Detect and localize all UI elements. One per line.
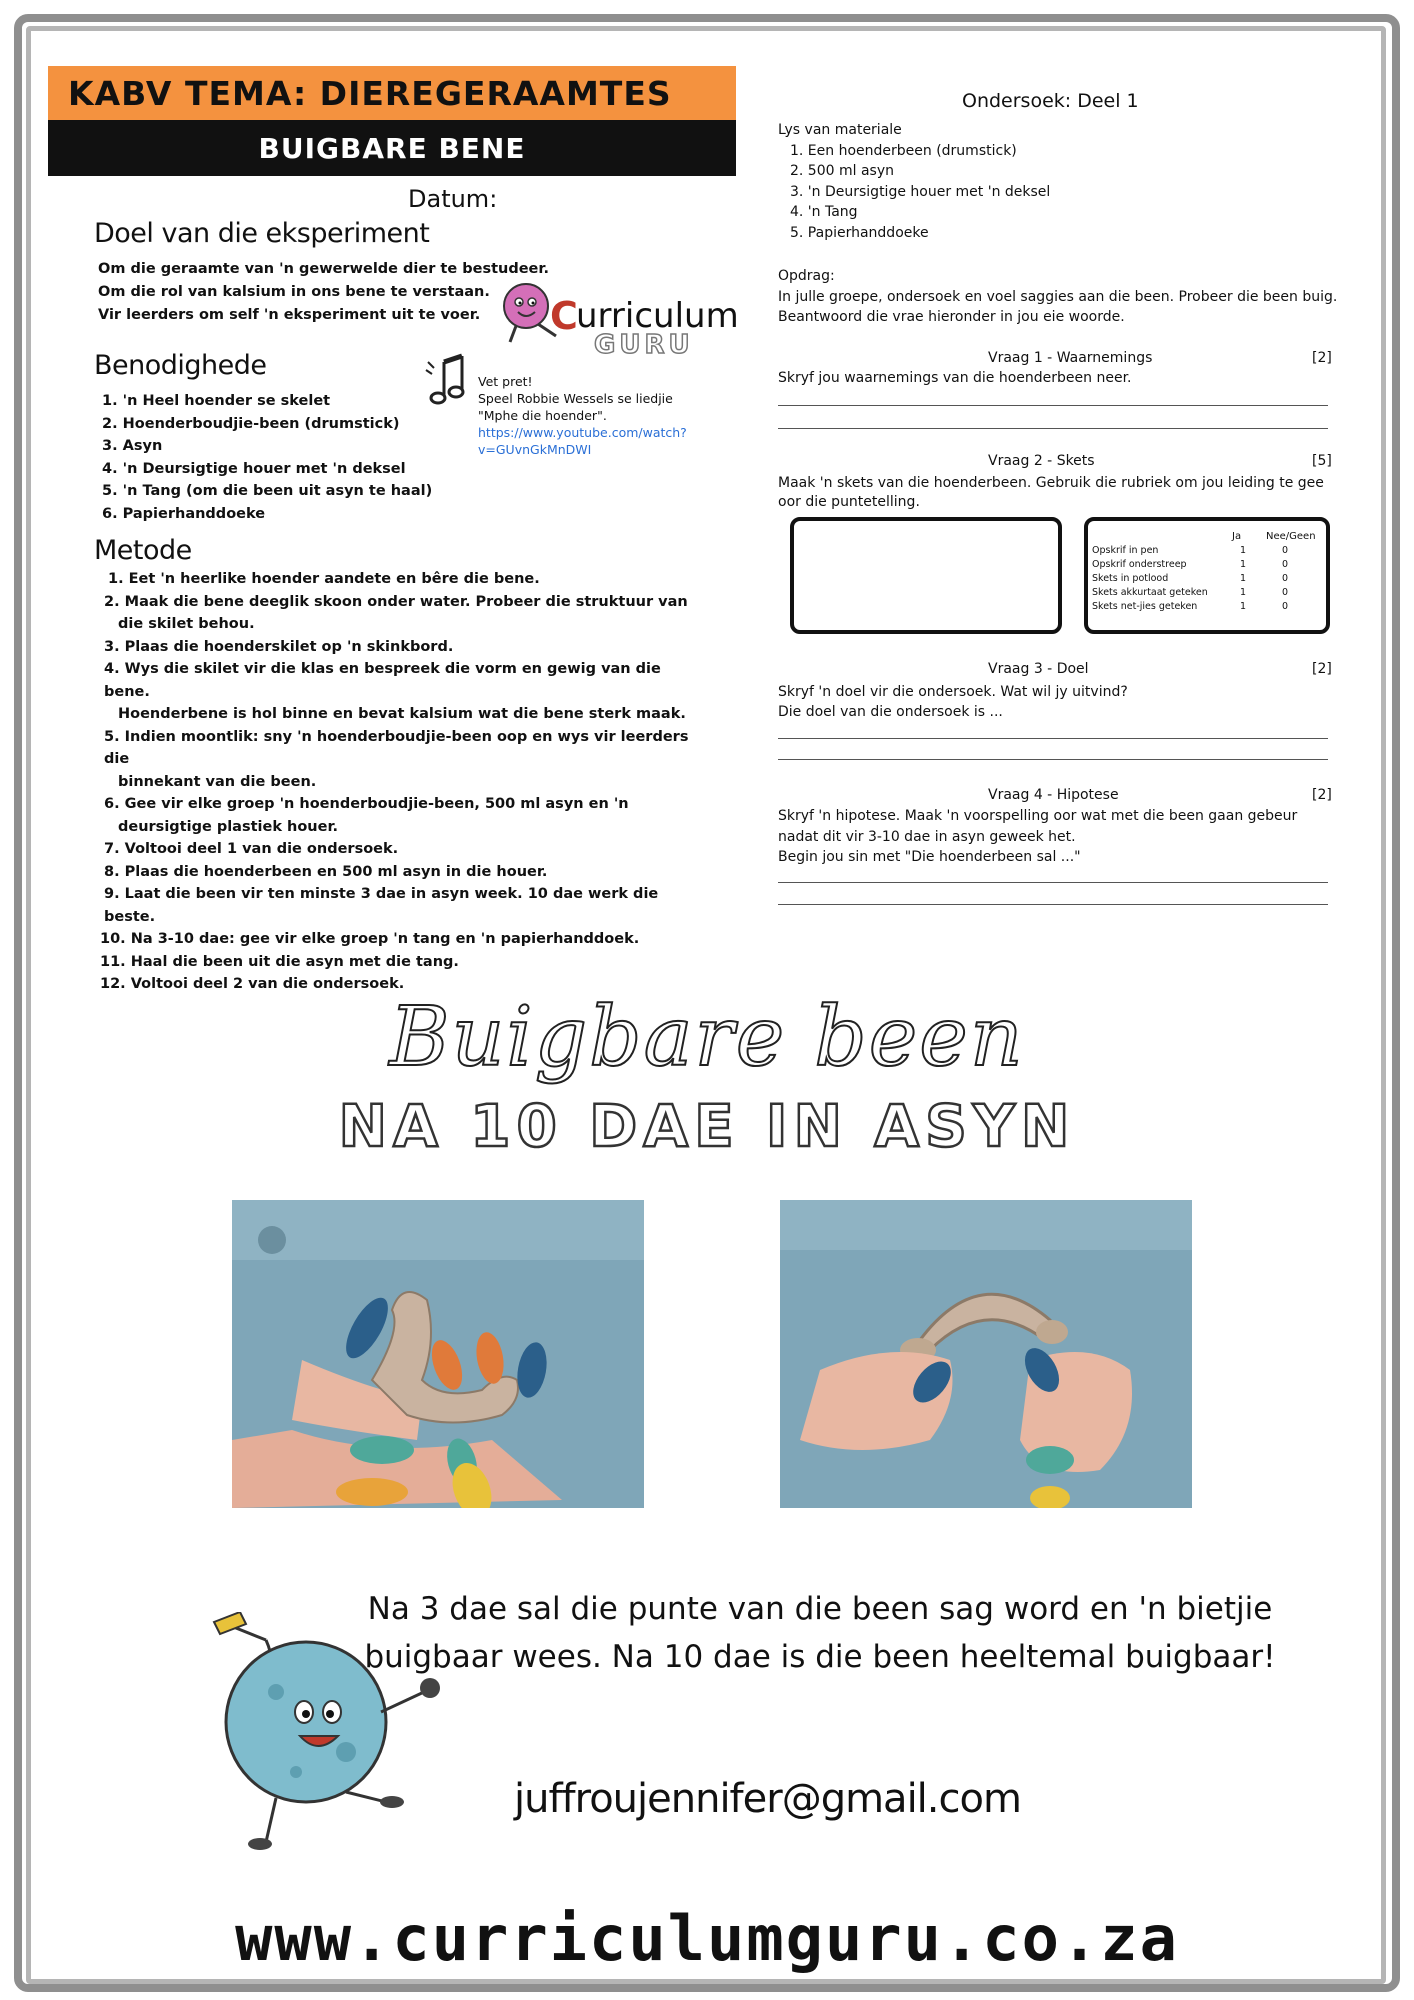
sketch-box[interactable]: [790, 517, 1062, 634]
q2-marks: [5]: [1312, 453, 1332, 469]
youtube-link-cont[interactable]: v=GUvnGkMnDWI: [478, 442, 592, 457]
q4-line: Begin jou sin met "Die hoenderbeen sal ...": [778, 849, 1081, 865]
list-item: 2. Maak die bene deeglik skoon onder water. Probeer die struktuur van: [104, 593, 688, 610]
rubric-ja: 1: [1240, 545, 1247, 556]
rubric-label: Skets akkurtaat geteken: [1092, 587, 1208, 598]
rubric-row: [1092, 600, 1322, 614]
q3-title: Vraag 3 - Doel: [988, 661, 1089, 677]
q2-line: oor die puntetelling.: [778, 494, 920, 510]
rubric-row: [1092, 544, 1322, 558]
doel-heading: Doel van die eksperiment: [94, 218, 430, 249]
list-item: 3. Asyn: [102, 438, 163, 454]
rubric-nee: 0: [1282, 573, 1289, 584]
q4-line: nadat dit vir 3-10 dae in asyn geweek het.: [778, 828, 1076, 845]
doel-line: Om die rol van kalsium in ons bene te verstaan.: [98, 284, 490, 300]
opdrag-line: Beantwoord die vrae hieronder in jou eie woorde.: [778, 309, 1125, 325]
q4-marks: [2]: [1312, 787, 1332, 803]
answer-line: [778, 738, 1328, 739]
list-item: 1. Eet 'n heerlike hoender aandete en bêre die bene.: [108, 571, 540, 587]
website-link[interactable]: www.curriculumguru.co.za: [235, 1902, 1179, 1975]
material-item: 2. 500 ml asyn: [790, 163, 894, 179]
email-text[interactable]: juffroujennifer@gmail.com: [514, 1776, 1021, 1822]
fun-box: [478, 373, 687, 458]
q4-text: [778, 806, 1338, 868]
list-item: 7. Voltooi deel 1 van die ondersoek.: [104, 841, 399, 857]
list-item: Hoenderbene is hol binne en bevat kalsium wat die bene sterk maak.: [118, 706, 686, 722]
q2-text: [778, 474, 1338, 512]
ondersoek-title: Ondersoek: Deel 1: [962, 90, 1139, 112]
rubric-ja: 1: [1240, 601, 1247, 612]
materials-section: [778, 120, 1050, 243]
material-item: 5. Papierhanddoeke: [790, 224, 929, 241]
rubric-row: [1092, 586, 1322, 600]
list-item: 10. Na 3-10 dae: gee vir elke groep 'n tang en 'n papierhanddoek.: [100, 931, 640, 947]
q2-title: Vraag 2 - Skets: [988, 453, 1095, 469]
rubric-ja: 1: [1240, 587, 1247, 598]
list-item: 4. 'n Deursigtige houer met 'n deksel: [102, 460, 406, 477]
rubric-nee: 0: [1282, 545, 1289, 556]
rubric-ja: 1: [1240, 559, 1247, 570]
list-item: 2. Hoenderboudjie-been (drumstick): [102, 415, 400, 432]
list-item: 9. Laat die been vir ten minste 3 dae in asyn week. 10 dae werk die beste.: [104, 886, 659, 925]
answer-line: [778, 405, 1328, 406]
bone-photo-right: [780, 1200, 1192, 1508]
doel-line: Om die geraamte van 'n gewerwelde dier te bestudeer.: [98, 261, 549, 277]
caption: [300, 1585, 1340, 1681]
doel-line: Vir leerders om self 'n eksperiment uit te voer.: [98, 307, 481, 323]
list-item: 3. Plaas die hoenderskilet op 'n skinkbord.: [104, 638, 454, 655]
rubric-row: [1092, 572, 1322, 586]
q3-text: [778, 682, 1128, 722]
rubric-label: Opskrif onderstreep: [1092, 559, 1187, 570]
script-title: Buigbare been: [389, 990, 1025, 1085]
q3-line: Die doel van die ondersoek is ...: [778, 704, 1003, 720]
opdrag-line: In julle groepe, ondersoek en voel saggies aan die been. Probeer die been buig.: [778, 288, 1338, 305]
mascot-icon: [196, 1612, 456, 1852]
metode-list: [100, 568, 690, 996]
list-item: 6. Gee vir elke groep 'n hoenderboudjie-been, 500 ml asyn en 'n: [104, 796, 629, 812]
logo-c-letter: C: [550, 294, 578, 338]
curriculum-guru-logo: [498, 278, 739, 360]
doel-lines: [98, 258, 549, 327]
q4-line: Skryf 'n hipotese. Maak 'n voorspelling oor wat met die been gaan gebeur: [778, 808, 1298, 824]
bone-photo-left: [232, 1200, 644, 1508]
rubric-row: [1092, 558, 1322, 572]
list-item: 6. Papierhanddoeke: [102, 505, 266, 522]
benodighede-heading: Benodighede: [94, 350, 267, 381]
caption-line: Na 3 dae sal die punte van die been sag word en 'n bietjie: [367, 1591, 1273, 1627]
q1-line: Skryf jou waarnemings van die hoenderbeen neer.: [778, 370, 1132, 386]
opdrag-section: [778, 266, 1338, 328]
opdrag-label: Opdrag:: [778, 268, 835, 284]
logo-sub: GURU: [594, 330, 694, 360]
q3-line: Skryf 'n doel vir die ondersoek. Wat wil jy uitvind?: [778, 684, 1128, 700]
q1-marks: [2]: [1312, 350, 1332, 366]
caption-line: buigbaar wees. Na 10 dae is die been heeltemal buigbaar!: [364, 1639, 1276, 1675]
fun-line: Speel Robbie Wessels se liedjie: [478, 391, 673, 406]
rubric-nee: 0: [1282, 601, 1289, 612]
list-item: 12. Voltooi deel 2 van die ondersoek.: [100, 976, 405, 992]
answer-line: [778, 882, 1328, 883]
material-item: 1. Een hoenderbeen (drumstick): [790, 142, 1017, 159]
answer-line: [778, 759, 1328, 760]
music-note-icon: [422, 352, 478, 412]
list-item: deursigtige plastiek houer.: [118, 818, 339, 835]
outline-title: NA 10 DAE IN ASYN: [338, 1092, 1076, 1160]
rubric-col-ja: Ja: [1232, 531, 1242, 542]
fun-line: Vet pret!: [478, 374, 533, 389]
subtitle-banner: BUIGBARE BENE: [48, 120, 736, 176]
list-item: 5. Indien moontlik: sny 'n hoenderboudjie-been oop en wys vir leerders die: [104, 728, 689, 767]
rubric-box: [1084, 517, 1330, 634]
rubric-label: Opskrif in pen: [1092, 545, 1159, 556]
list-item: 4. Wys die skilet vir die klas en bespreek die vorm en gewig van die bene.: [104, 661, 661, 700]
list-item: 8. Plaas die hoenderbeen en 500 ml asyn in die houer.: [104, 863, 548, 880]
material-item: 3. 'n Deursigtige houer met 'n deksel: [790, 183, 1051, 200]
list-item: 1. 'n Heel hoender se skelet: [102, 393, 331, 409]
q4-title: Vraag 4 - Hipotese: [988, 787, 1119, 803]
metode-heading: Metode: [94, 535, 192, 566]
rubric-label: Skets in potlood: [1092, 573, 1169, 584]
list-item: 5. 'n Tang (om die been uit asyn te haal): [102, 483, 433, 499]
benodighede-list: [102, 390, 432, 525]
answer-line: [778, 428, 1328, 429]
materials-label: Lys van materiale: [778, 122, 902, 138]
q2-line: Maak 'n skets van die hoenderbeen. Gebruik die rubriek om jou leiding te gee: [778, 475, 1324, 491]
fun-line: "Mphe die hoender".: [478, 408, 607, 423]
theme-banner: KABV TEMA: DIEREGERAAMTES: [48, 66, 736, 120]
date-label: Datum:: [408, 185, 498, 213]
q3-marks: [2]: [1312, 661, 1332, 677]
answer-line: [778, 904, 1328, 905]
rubric-nee: 0: [1282, 559, 1289, 570]
material-item: 4. 'n Tang: [790, 204, 858, 220]
rubric-nee: 0: [1282, 587, 1289, 598]
youtube-link[interactable]: https://www.youtube.com/watch?: [478, 425, 687, 440]
rubric-col-nee: Nee/Geen: [1266, 531, 1316, 542]
list-item: binnekant van die been.: [118, 773, 317, 790]
list-item: die skilet behou.: [118, 616, 255, 632]
rubric-rows: [1092, 544, 1322, 614]
logo-text: urriculum: [576, 296, 739, 336]
list-item: 11. Haal die been uit die asyn met die tang.: [100, 953, 459, 970]
q1-title: Vraag 1 - Waarnemings: [988, 350, 1153, 366]
rubric-label: Skets net-jies geteken: [1092, 601, 1198, 612]
rubric-ja: 1: [1240, 573, 1247, 584]
